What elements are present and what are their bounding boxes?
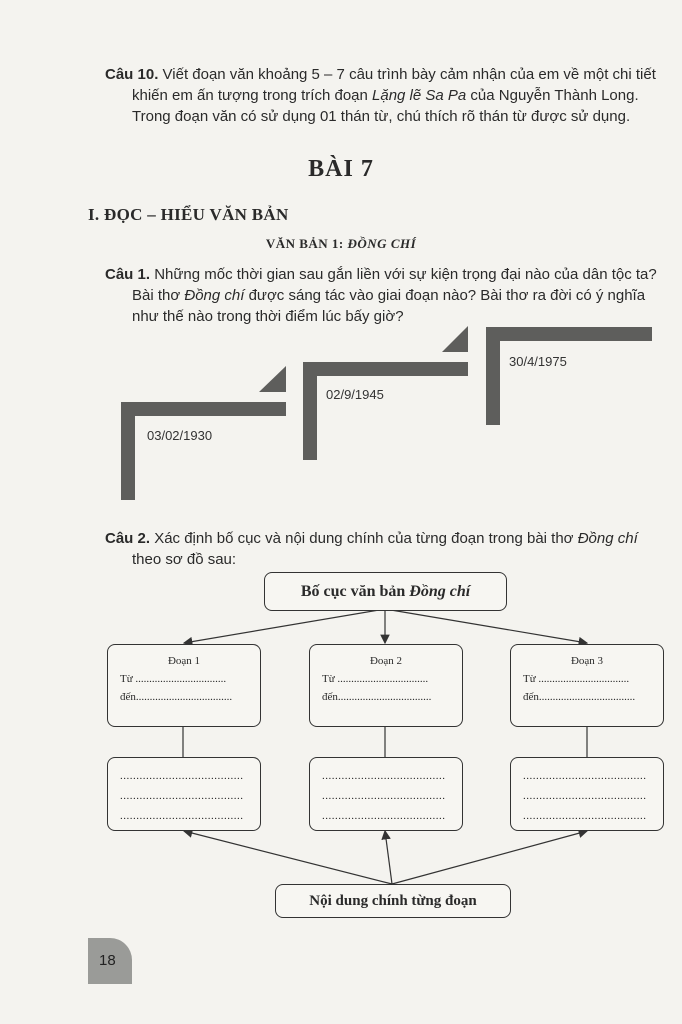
doan-from-field[interactable]: Từ ................................. (523, 673, 630, 685)
answer-line: ...................................... (120, 810, 244, 822)
text-run: được sáng tác vào giai đoạn nào? Bài thơ ra đời có ý nghĩa (244, 287, 646, 304)
question-text-line: như thế nào trong thời điểm lúc bấy giờ? (132, 308, 404, 325)
connector-bottom-2 (385, 831, 392, 884)
answer-line: ...................................... (523, 790, 647, 802)
answer-line: ...................................... (322, 810, 446, 822)
timeline-step-1-post (121, 402, 135, 500)
page-number: 18 (99, 952, 116, 969)
question-text-line: Trong đoạn văn có sử dụng 01 thán từ, chú thích rõ thán từ được sử dụng. (132, 108, 631, 125)
text-heading-name: ĐỒNG CHÍ (347, 236, 417, 251)
timeline-step-2-arrow (442, 326, 468, 352)
doan-to-field[interactable]: đến................................... (120, 691, 233, 703)
question-10 (105, 64, 665, 127)
connector-bottom-3 (392, 831, 587, 884)
doan-heading: Đoạn 3 (570, 655, 604, 667)
question-text: Viết đoạn văn khoảng 5 – 7 câu trình bày cảm nhận của em về một chi tiết (162, 66, 656, 83)
timeline-step-3-post (486, 327, 500, 425)
connector-top-1 (184, 609, 385, 643)
connector-bottom-1 (184, 831, 392, 884)
diagram-title-text: Bố cục văn bản (300, 583, 410, 600)
answer-line: ...................................... (120, 790, 244, 802)
diagram-title-work: Đồng chí (409, 583, 471, 600)
question-text: Những mốc thời gian sau gắn liền với sự kiện trọng đại nào của dân tộc ta? (154, 266, 657, 283)
text-run: Bài thơ (132, 287, 185, 304)
page-number-tab (88, 938, 132, 984)
answer-line: ...................................... (120, 770, 244, 782)
timeline-step-1-arrow (259, 366, 286, 392)
timeline-step-2 (303, 362, 468, 376)
doan-to-field[interactable]: đến.................................. (322, 691, 432, 703)
question-2 (105, 528, 675, 570)
work-title: Đồng chí (577, 530, 638, 547)
text-heading-prefix: VĂN BẢN 1: (265, 236, 348, 251)
timeline-step-1 (121, 402, 286, 416)
question-text-line (105, 85, 665, 106)
doan-from-field[interactable]: Từ ................................. (120, 673, 227, 685)
text-heading (0, 236, 682, 252)
timeline-date-1: 03/02/1930 (147, 428, 213, 443)
doan-to-field[interactable]: đến................................... (523, 691, 636, 703)
diagram-title-box (264, 572, 507, 611)
content-box-2[interactable] (309, 757, 463, 831)
doan-1-box (107, 644, 261, 727)
timeline-date-3: 30/4/1975 (509, 354, 567, 369)
lesson-title: BÀI 7 (308, 156, 374, 182)
question-number: Câu 10. (105, 66, 159, 83)
text-run: khiến em ấn tượng trong trích đoạn (132, 87, 373, 104)
answer-line: ...................................... (322, 770, 446, 782)
main-content-box: Nội dung chính từng đoạn (275, 884, 511, 918)
doan-heading: Đoạn 1 (167, 655, 201, 667)
doan-from-field[interactable]: Từ ................................. (322, 673, 429, 685)
section-heading: I. ĐỌC – HIỂU VĂN BẢN (88, 205, 289, 224)
doan-heading: Đoạn 2 (369, 655, 403, 667)
answer-line: ...................................... (523, 810, 647, 822)
question-1 (105, 264, 675, 327)
timeline-step-3 (486, 327, 652, 341)
doan-2-box (309, 644, 463, 727)
timeline-step-2-post (303, 362, 317, 460)
content-box-3[interactable] (510, 757, 664, 831)
question-text-line (105, 285, 675, 306)
doan-3-box (510, 644, 664, 727)
question-text (154, 530, 638, 547)
question-number: Câu 1. (105, 266, 151, 283)
answer-line: ...................................... (322, 790, 446, 802)
text-run: Xác định bố cục và nội dung chính của từng đoạn trong bài thơ (154, 530, 578, 547)
content-box-1[interactable] (107, 757, 261, 831)
timeline-date-2: 02/9/1945 (326, 387, 384, 402)
connector-top-3 (385, 609, 587, 643)
text-run: của Nguyễn Thành Long. (466, 87, 639, 104)
question-text-line: theo sơ đồ sau: (132, 551, 237, 568)
work-title: Lặng lẽ Sa Pa (372, 87, 467, 104)
question-number: Câu 2. (105, 530, 151, 547)
work-title: Đồng chí (184, 287, 245, 304)
answer-line: ...................................... (523, 770, 647, 782)
